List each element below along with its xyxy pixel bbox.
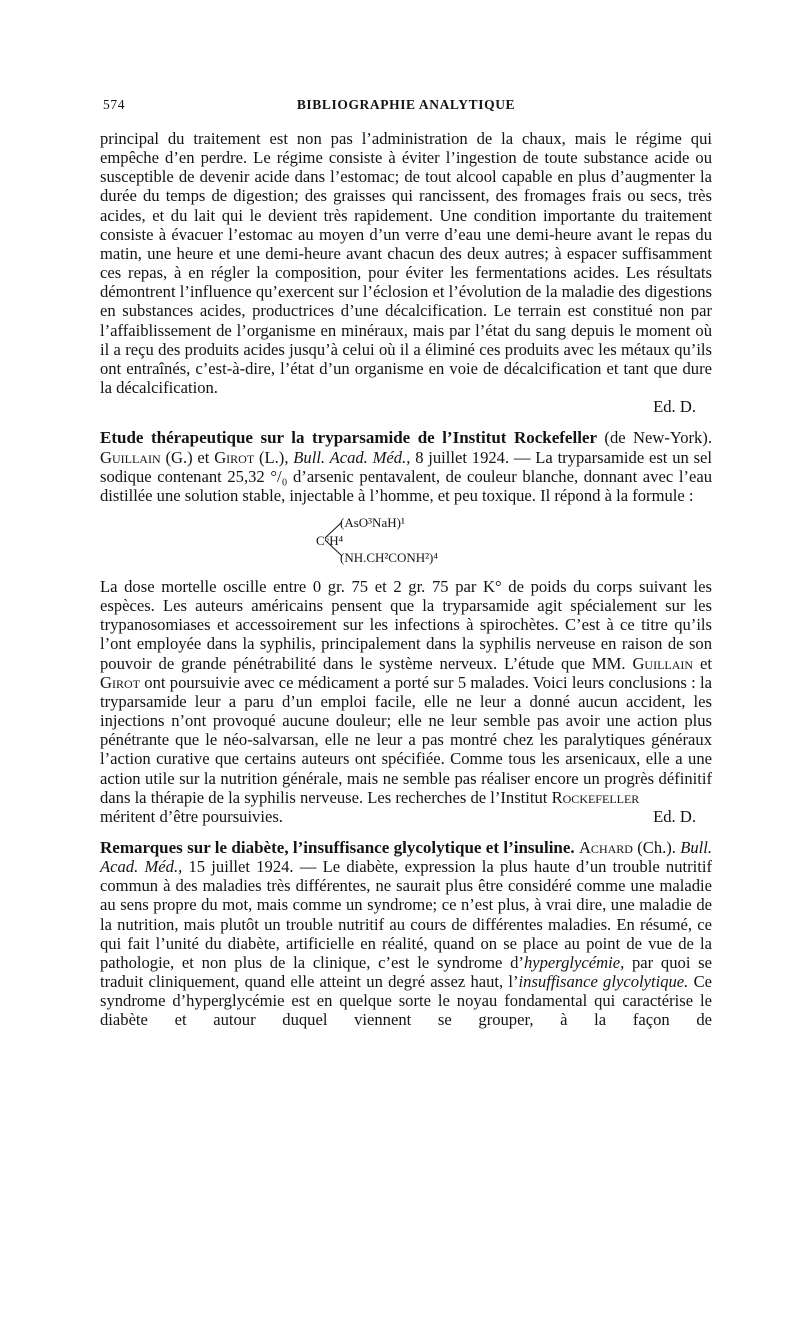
mm-author-guillain: Guillain xyxy=(632,653,694,673)
running-title: BIBLIOGRAPHIE ANALYTIQUE xyxy=(296,97,516,112)
term-insuffisance: insuffisance glycolytique. xyxy=(518,972,689,992)
conjunction-2: et xyxy=(197,447,210,467)
journal-3: Bull. Acad. Méd., xyxy=(100,838,713,877)
mm-author-girot: Girot xyxy=(100,672,140,692)
abstract-text-3b: par quoi se traduit cliniquement, quand elle atteint un degré assez haut, l’ xyxy=(100,952,712,992)
page-body xyxy=(100,129,712,1030)
review-text-1: principal du traitement est non pas l’administration de la chaux, mais le régime qui empêche d’en perdre. Le régime consiste à éviter l’ingestion de toute substance acide ou susceptible de devenir acide dans l’estomac; de tout alcool capable en plus d’augmenter la durée du temps de digestion; des graisses qui rancissent, des fromages frais ou secs, très acides, et du lait qui le devient très rapidement. Une condition importante du traitement consiste à évacuer l’estomac au moyen d’un verre d’eau une demi-heure avant le repas du matin, une heure et une demi-heure avant chacun des deux autres; à espacer suffisamment ces repas, à en régler la composition, pour éviter les fermentations acides. Les résultats démontrent l’influence qu’exercent sur l’éclosion et l’évolution de la maladie des digestions en substances acides, productrices d’une décalcification. Le terrain est constitué non par l’affaiblissement de l’organisme en minéraux, mais par l’état du sang depuis le moment où il a reçu des produits acides jusqu’à celui où il a éliminé ces produits avec les métaux qu’ils ont entraînés, c’est-à-dire, l’état d’un organisme en voie de décalcification et tant que dure la décalcification. xyxy=(100,129,712,398)
author-girot-initial: (L.), xyxy=(258,447,289,467)
final-words-2: méritent d’être poursuivies. xyxy=(100,806,283,826)
page-header xyxy=(100,97,712,119)
author-guillain-initial: (G.) xyxy=(165,447,193,467)
abstract-text-3a: 15 juillet 1924. — Le diabète, expression la plus haute d’un trouble nutritif commun à des maladies très différentes, ne saurait plus être considéré comme une maladie au sens propre du mot, mais comme un syndrome; ce n’est plus, à vrai dire, une maladie de la nutrition, mais plutôt un trouble nutritif au cours de différentes maladies. En résumé, ce qui fait l’unité du diabète, artificielle en réalité, quand on se place au point de vue de la pathologie, et non plus de la clinique, c’est le syndrome d’ xyxy=(100,857,712,972)
author-guillain: Guillain xyxy=(100,447,161,467)
formula-top-group: (AsO³NaH)¹ xyxy=(340,514,405,530)
author-girot: Girot xyxy=(214,447,255,467)
place-2: (de New-York). xyxy=(604,428,712,448)
signature-1: Ed. D. xyxy=(653,397,696,417)
page xyxy=(100,97,712,1030)
article-title-3: Remarques sur le diabète, l’insuffisance glycolytique et l’insuline. xyxy=(100,838,575,857)
page-number: 574 xyxy=(103,97,126,112)
text-2b-part-b: ont poursuivie avec ce médicament a porté sur 5 malades. Voici leurs conclusions : la tryparsamide leur a paru d’un emploi facile, elle ne leur a donné aucun accident, les injections n’ont provoqué aucune douleur; elle ne leur semble pas avoir une action plus pénétrante que le néo-salvarsan, elle ne leur a pas montré chez les paralytiques généraux l’action curative que certains auteurs ont spécifiée. Comme tous les arsenicaux, elle a une action utile sur la nutrition générale, mais ne semble pas réaliser encore un progrès définitif dans la thérapie de la syphilis nerveuse. Les recherches de l’Institut xyxy=(100,672,712,807)
journal-2: Bull. Acad. Méd., xyxy=(293,447,411,467)
institut-name: Rockefeller xyxy=(551,787,640,807)
signature-2: Ed. D. xyxy=(653,806,696,826)
author-achard: Achard xyxy=(578,838,633,857)
article-title-2: Etude thérapeutique sur la tryparsamide de l’Institut Rockefeller xyxy=(100,428,598,448)
abstract-text-3c: Ce syndrome d’hyperglycémie est en quelque sorte le noyau fondamental qui caractérise le diabète et autour duquel viennent se grouper, à la façon de xyxy=(100,972,712,1030)
review-text-2b xyxy=(100,577,712,807)
mm-conjunction: et xyxy=(700,653,712,673)
text-2b-part-a: La dose mortelle oscille entre 0 gr. 75 et 2 gr. 75 par K° de poids du corps suivant les espèces. Les auteurs américains pensent que la tryparsamide agit spécialement sur les trypanosomiases et accessoirement sur les infections à spirochètes. C’est à ce titre qu’ils l’ont employée dans la syphilis, principalement dans la syphilis nerveuse en raison de son pouvoir de grande pénétrabilité dans le système nerveux. L’étude que MM. xyxy=(100,576,712,673)
term-hyperglycemie: hyperglycémie, xyxy=(523,952,625,972)
author-achard-initial: (Ch.). xyxy=(637,838,676,857)
final-line-2 xyxy=(100,807,712,826)
chemical-formula xyxy=(100,511,712,569)
formula-bottom-group: (NH.CH²CONH²)⁴ xyxy=(340,549,438,565)
abstract-text-2: 8 juillet 1924. — La tryparsamide est un sel sodique contenant 25,32 °/₀ d’arsenic pentavalent, de couleur blanche, donnant avec l’eau distillée une solution stable, injectable à l’homme, et peu toxique. Il répond à la formule : xyxy=(100,447,713,505)
review-entry-3 xyxy=(100,838,712,1030)
formula-core: C⁶H⁴ xyxy=(316,532,344,548)
review-entry-2 xyxy=(100,428,712,505)
